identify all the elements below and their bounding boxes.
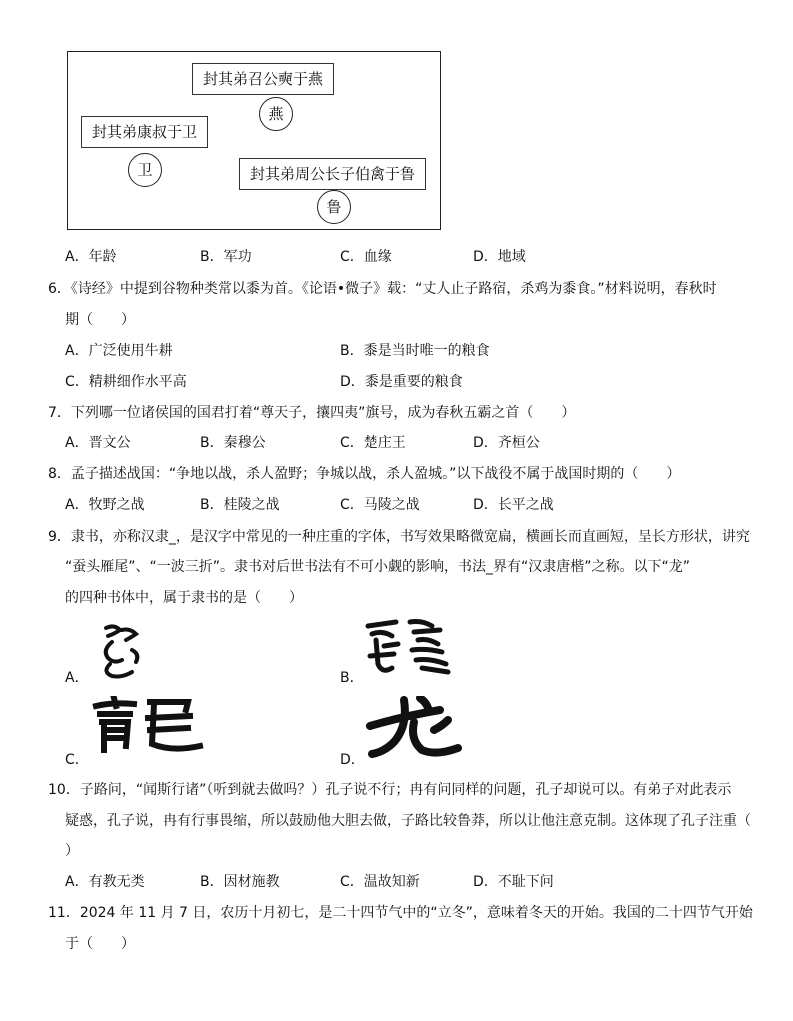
circle-wei: 卫	[128, 153, 162, 187]
q6-option-c: C．精耕细作水平高	[65, 374, 187, 390]
q6-line2: 期（ ）	[65, 312, 135, 328]
q6-option-a: A．广泛使用牛耕	[65, 343, 173, 359]
q9-line1: 9．隶书，亦称汉隶_，是汉字中常见的一种庄重的字体，书写效果略微宽扁，横画长而直画短，呈长方形状，讲究	[48, 529, 750, 545]
q10-line2: 疑惑，孔子说，冉有行事畏缩，所以鼓励他大胆去做，子路比较鲁莽，所以让他注意克制。这体现了孔子注重（	[65, 813, 751, 829]
q9-line2: “蚕头雁尾”、“一波三折”。隶书对后世书法有不可小觑的影响，书法_界有“汉隶唐楷”之称。以下“龙”	[65, 559, 691, 575]
q7-option-b: B．秦穆公	[200, 435, 266, 451]
label-lu: 封其弟周公长子伯禽于鲁	[239, 158, 426, 190]
cursive-script-dragon-image	[364, 696, 464, 760]
q8-line1: 8．孟子描述战国：“争地以战，杀人盈野；争城以战，杀人盈城。”以下战役不属于战国时期的（ ）	[48, 466, 681, 482]
q5-option-c: C．血缘	[340, 249, 392, 265]
q6-line1: 6．《诗经》中提到谷物种类常以黍为首。《论语•微子》载：“丈人止子路宿，杀鸡为黍食。”材料说明，春秋时	[48, 281, 717, 297]
circle-yan: 燕	[259, 97, 293, 131]
q11-line2: 于（ ）	[65, 936, 135, 952]
q8-option-a: A．牧野之战	[65, 497, 145, 513]
q9-line3: 的四种书体中，属于隶书的是（ ）	[65, 590, 303, 606]
q11-line1: 11．2024 年 11 月 7 日，农历十月初七，是二十四节气中的“立冬”，意味着冬天的开始。我国的二十四节气开始	[48, 905, 753, 921]
clerical-script-dragon-image	[92, 696, 204, 756]
seal-script-dragon-image	[92, 620, 152, 680]
q9-option-c: C．	[65, 752, 89, 768]
q9-option-a: A．	[65, 670, 89, 686]
label-yan: 封其弟召公奭于燕	[192, 63, 334, 95]
q6-option-d: D．黍是重要的粮食	[340, 374, 463, 390]
q8-option-c: C．马陵之战	[340, 497, 420, 513]
q8-option-d: D．长平之战	[473, 497, 554, 513]
q5-option-a: A．年龄	[65, 249, 117, 265]
circle-lu: 鲁	[317, 190, 351, 224]
bronze-script-dragon-image	[362, 616, 452, 678]
q9-option-d: D．	[340, 752, 365, 768]
q6-option-b: B．黍是当时唯一的粮食	[340, 343, 490, 359]
q10-option-c: C．温故知新	[340, 874, 420, 890]
map-figure	[67, 51, 441, 230]
q8-option-b: B．桂陵之战	[200, 497, 280, 513]
q7-option-c: C．楚庄王	[340, 435, 406, 451]
label-wei: 封其弟康叔于卫	[81, 116, 208, 148]
q5-option-d: D．地域	[473, 249, 526, 265]
q10-line3: ）	[65, 843, 79, 859]
q10-option-b: B．因材施教	[200, 874, 280, 890]
q10-line1: 10．子路问，“闻斯行诸”（听到就去做吗？）孔子说不行；冉有问同样的问题，孔子却说可以。有弟子对此表示	[48, 782, 732, 798]
q9-option-b: B．	[340, 670, 364, 686]
q7-option-a: A．晋文公	[65, 435, 131, 451]
q5-option-b: B．军功	[200, 249, 252, 265]
q10-option-d: D．不耻下问	[473, 874, 554, 890]
q7-line1: 7．下列哪一位诸侯国的国君打着“尊天子，攘四夷”旗号，成为春秋五霸之首（ ）	[48, 405, 576, 421]
q7-option-d: D．齐桓公	[473, 435, 540, 451]
q10-option-a: A．有教无类	[65, 874, 145, 890]
